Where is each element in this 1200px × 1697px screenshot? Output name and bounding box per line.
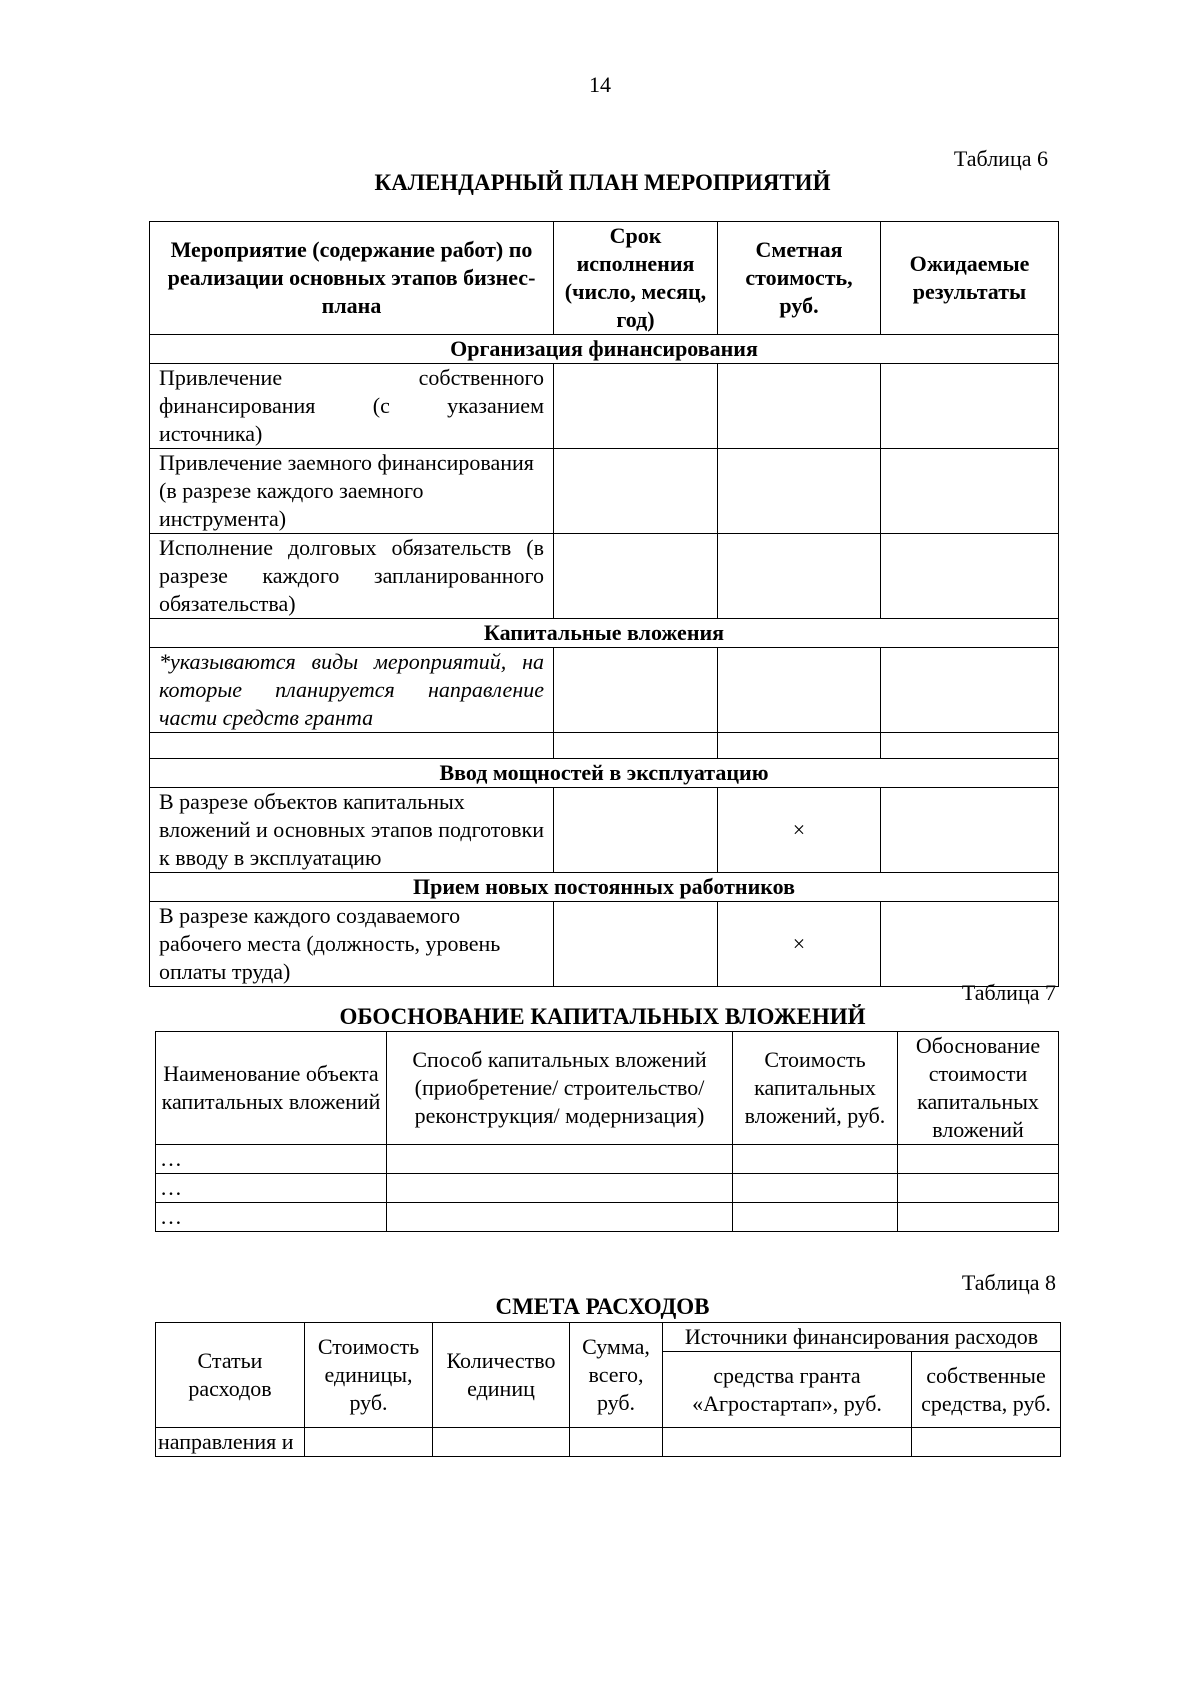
- row-commissioning: В разрезе объектов капитальных вложений и основных этапов подготовки к вводу в эксплуатацию: [150, 788, 554, 873]
- empty-cell: [554, 648, 718, 733]
- empty-cell: [554, 364, 718, 449]
- empty-cell: [718, 449, 881, 534]
- section-commissioning: Ввод мощностей в эксплуатацию: [150, 759, 1059, 788]
- header-cost: Стоимость капитальных вложений, руб.: [733, 1032, 898, 1145]
- table7-header-row: [156, 1032, 1059, 1145]
- capital-investment-table: [155, 1031, 1059, 1232]
- empty-cell: [718, 648, 881, 733]
- header-sources: Источники финансирования расходов: [663, 1323, 1061, 1352]
- empty-cell: [554, 534, 718, 619]
- empty-cell: [718, 534, 881, 619]
- empty-cell: [554, 902, 718, 987]
- table8-caption: Таблица 8: [961, 1270, 1056, 1295]
- empty-cell: [733, 1174, 898, 1203]
- row-debt-obligations: [150, 534, 554, 619]
- row-hiring: В разрезе каждого создаваемого рабочего места (должность, уровень оплаты труда): [150, 902, 554, 987]
- row-capital-note: [150, 648, 554, 733]
- row-object-cell: …: [156, 1145, 387, 1174]
- empty-cell: [881, 788, 1059, 873]
- header-own: собственные средства, руб.: [912, 1352, 1061, 1428]
- table-row: [156, 1145, 1059, 1174]
- empty-cell: [718, 733, 881, 759]
- table6-header-row: [150, 222, 1059, 335]
- section-row-hiring: [150, 873, 1059, 902]
- table7-caption: Таблица 7: [961, 980, 1056, 1005]
- expense-estimate-table: [155, 1322, 1061, 1457]
- header-quantity: Количество единиц: [433, 1323, 570, 1428]
- empty-cell: [150, 733, 554, 759]
- table-row: [150, 648, 1059, 733]
- row-capital-note-line2: части средств гранта: [159, 705, 374, 730]
- table8-title: СМЕТА РАСХОДОВ: [495, 1294, 710, 1319]
- table-row: [150, 733, 1059, 759]
- row-capital-note-line1: *указываются виды мероприятий, на которые планируется направление: [159, 649, 544, 702]
- row-loan-financing: Привлечение заемного финансирования (в разрезе каждого заемного инструмента): [150, 449, 554, 534]
- empty-cell: [387, 1145, 733, 1174]
- empty-cell: [881, 449, 1059, 534]
- empty-cell: [912, 1428, 1061, 1457]
- table-row: [150, 449, 1059, 534]
- calendar-plan-table: [149, 221, 1059, 987]
- header-grant: средства гранта «Агростартап», руб.: [663, 1352, 912, 1428]
- header-object: Наименование объекта капитальных вложений: [156, 1032, 387, 1145]
- header-total: Сумма, всего, руб.: [570, 1323, 663, 1428]
- empty-cell: [881, 364, 1059, 449]
- table-row: [156, 1174, 1059, 1203]
- section-row-commissioning: [150, 759, 1059, 788]
- table6-title: КАЛЕНДАРНЫЙ ПЛАН МЕРОПРИЯТИЙ: [374, 170, 831, 195]
- empty-cell: [733, 1203, 898, 1232]
- header-unit-cost: Стоимость единицы, руб.: [305, 1323, 433, 1428]
- row-debt-line1: Исполнение долговых обязательств (в разрезе каждого запланированного: [159, 535, 544, 588]
- empty-cell: [554, 449, 718, 534]
- empty-cell: [554, 788, 718, 873]
- table8-header-row: [156, 1323, 1061, 1352]
- row-object-cell: …: [156, 1174, 387, 1203]
- empty-cell: [881, 733, 1059, 759]
- row-own-financing-line2: источника): [159, 421, 263, 446]
- empty-cell: [898, 1145, 1059, 1174]
- empty-cell: [881, 902, 1059, 987]
- empty-cell: [881, 648, 1059, 733]
- not-applicable-mark: ×: [718, 902, 881, 987]
- table-row: [156, 1428, 1061, 1457]
- table-row: [150, 364, 1059, 449]
- header-activity: Мероприятие (содержание работ) по реализации основных этапов бизнес-плана: [150, 222, 554, 335]
- section-row-financing: [150, 335, 1059, 364]
- section-hiring: Прием новых постоянных работников: [150, 873, 1059, 902]
- empty-cell: [387, 1174, 733, 1203]
- header-cost: Сметная стоимость, руб.: [718, 222, 881, 335]
- row-own-financing: [150, 364, 554, 449]
- not-applicable-mark: ×: [718, 788, 881, 873]
- empty-cell: [554, 733, 718, 759]
- table6-caption: Таблица 6: [953, 146, 1048, 171]
- header-items: Статьи расходов: [156, 1323, 305, 1428]
- table7-title: ОБОСНОВАНИЕ КАПИТАЛЬНЫХ ВЛОЖЕНИЙ: [339, 1004, 866, 1029]
- empty-cell: [898, 1174, 1059, 1203]
- header-method: Способ капитальных вложений (приобретение/ строительство/реконструкция/ модернизация): [387, 1032, 733, 1145]
- row-object-cell: …: [156, 1203, 387, 1232]
- empty-cell: [898, 1203, 1059, 1232]
- empty-cell: [881, 534, 1059, 619]
- row-own-financing-line1: Привлечение собственного финансирования (с указанием: [159, 365, 544, 418]
- header-justification: Обоснование стоимости капитальных вложений: [898, 1032, 1059, 1145]
- empty-cell: [570, 1428, 663, 1457]
- table-row: [156, 1203, 1059, 1232]
- page-number: 14: [589, 72, 611, 97]
- section-row-capital: [150, 619, 1059, 648]
- table-row: [150, 788, 1059, 873]
- empty-cell: [718, 364, 881, 449]
- header-deadline: Срок исполнения (число, месяц, год): [554, 222, 718, 335]
- empty-cell: [433, 1428, 570, 1457]
- row-debt-line2: обязательства): [159, 591, 296, 616]
- table-row: [150, 534, 1059, 619]
- empty-cell: [663, 1428, 912, 1457]
- empty-cell: [733, 1145, 898, 1174]
- section-financing: Организация финансирования: [150, 335, 1059, 364]
- empty-cell: [387, 1203, 733, 1232]
- table-row: [150, 902, 1059, 987]
- section-capital: Капитальные вложения: [150, 619, 1059, 648]
- header-results: Ожидаемые результаты: [881, 222, 1059, 335]
- row-item-cell: направления и: [156, 1428, 305, 1457]
- empty-cell: [305, 1428, 433, 1457]
